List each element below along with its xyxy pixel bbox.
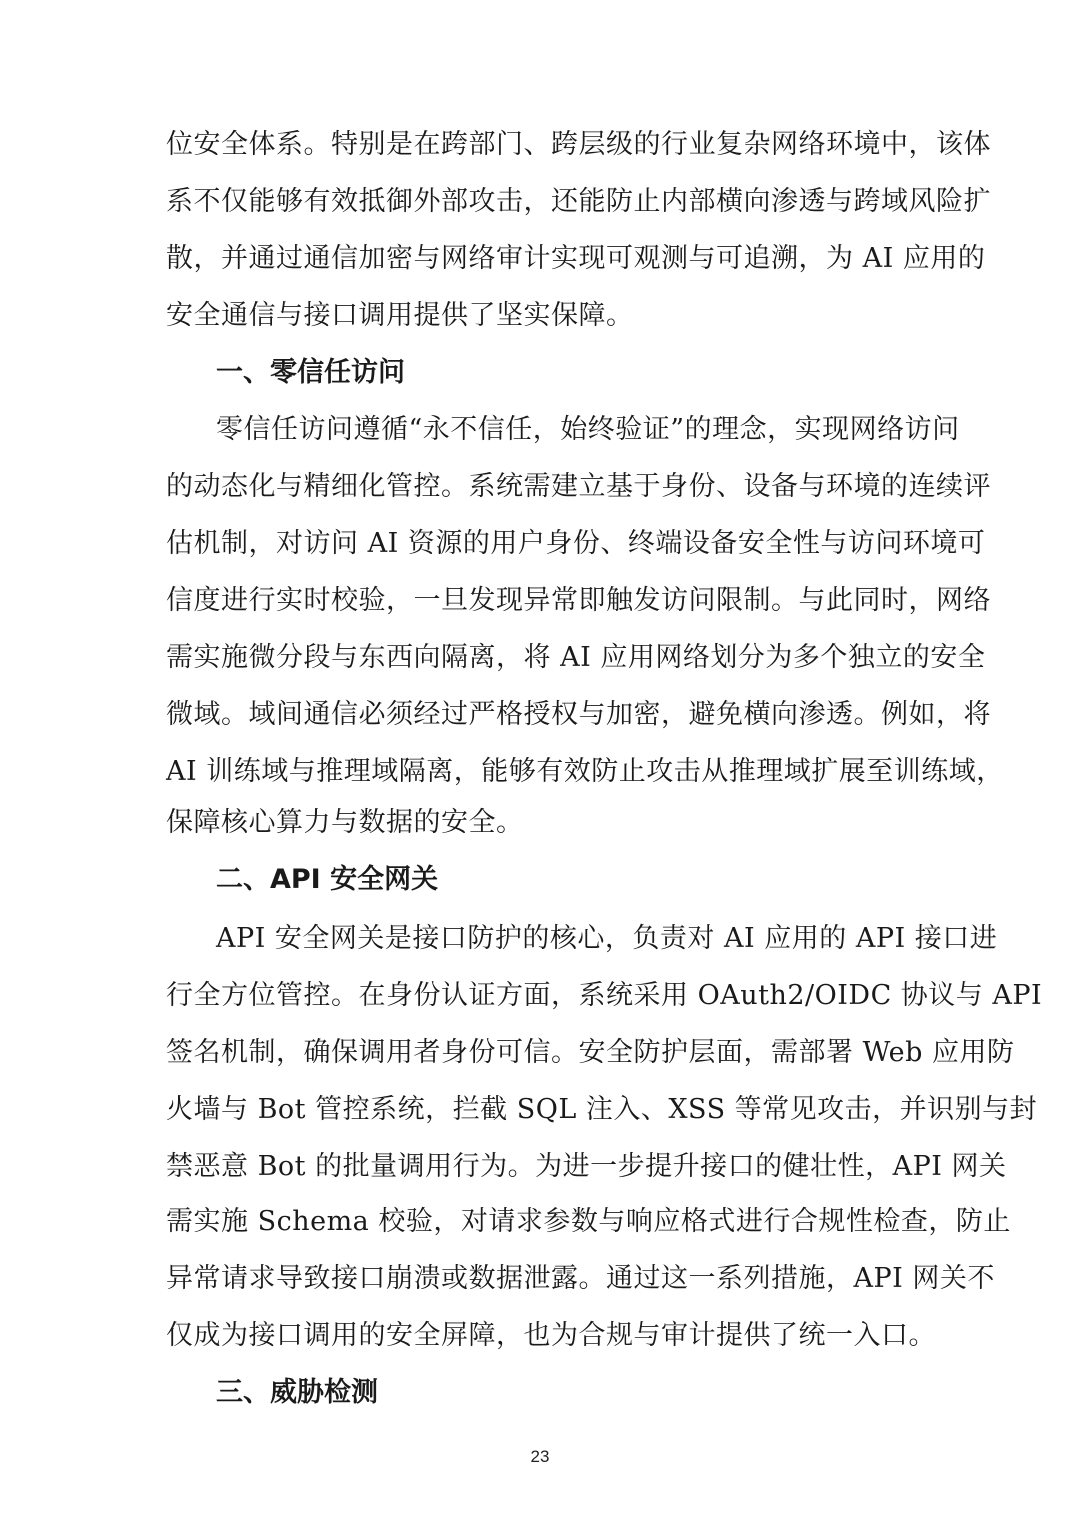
- paragraph-line: 仅成为接口调用的安全屏障，也为合规与审计提供了统一入口。: [166, 1320, 936, 1351]
- section-heading-threat-detection: 三、威胁检测: [216, 1377, 378, 1408]
- intro-line: 系不仅能够有效抵御外部攻击，还能防止内部横向渗透与跨域风险扩: [166, 186, 991, 217]
- paragraph-line: 火墙与 Bot 管控系统，拦截 SQL 注入、XSS 等常见攻击，并识别与封: [166, 1094, 1038, 1125]
- paragraph-line: 需实施 Schema 校验，对请求参数与响应格式进行合规性检查，防止: [166, 1206, 1011, 1237]
- paragraph-line: 信度进行实时校验，一旦发现异常即触发访问限制。与此同时，网络: [166, 585, 991, 616]
- intro-line: 位安全体系。特别是在跨部门、跨层级的行业复杂网络环境中，该体: [166, 129, 991, 160]
- paragraph-line: 行全方位管控。在身份认证方面，系统采用 OAuth2/OIDC 协议与 API: [166, 980, 1043, 1011]
- paragraph-line: 的动态化与精细化管控。系统需建立基于身份、设备与环境的连续评: [166, 471, 991, 502]
- paragraph-line: 需实施微分段与东西向隔离，将 AI 应用网络划分为多个独立的安全: [166, 642, 986, 673]
- paragraph-line: 零信任访问遵循“永不信任，始终验证”的理念，实现网络访问: [216, 414, 960, 445]
- intro-line: 安全通信与接口调用提供了坚实保障。: [166, 300, 634, 331]
- section-heading-api-gateway: 二、API 安全网关: [216, 864, 439, 895]
- paragraph-line: 估机制，对访问 AI 资源的用户身份、终端设备安全性与访问环境可: [166, 528, 986, 559]
- intro-line: 散，并通过通信加密与网络审计实现可观测与可追溯，为 AI 应用的: [166, 243, 986, 274]
- paragraph-line: 保障核心算力与数据的安全。: [166, 807, 524, 838]
- page-number: 23: [530, 1447, 550, 1466]
- paragraph-line: 禁恶意 Bot 的批量调用行为。为进一步提升接口的健壮性，API 网关: [166, 1151, 1007, 1182]
- paragraph-line: API 安全网关是接口防护的核心，负责对 AI 应用的 API 接口进: [216, 923, 998, 954]
- paragraph-line: AI 训练域与推理域隔离，能够有效防止攻击从推理域扩展至训练域，: [166, 756, 1004, 787]
- section-heading-zero-trust: 一、零信任访问: [216, 357, 405, 388]
- paragraph-line: 异常请求导致接口崩溃或数据泄露。通过这一系列措施，API 网关不: [166, 1263, 995, 1294]
- paragraph-line: 签名机制，确保调用者身份可信。安全防护层面，需部署 Web 应用防: [166, 1037, 1015, 1068]
- paragraph-line: 微域。域间通信必须经过严格授权与加密，避免横向渗透。例如，将: [166, 699, 991, 730]
